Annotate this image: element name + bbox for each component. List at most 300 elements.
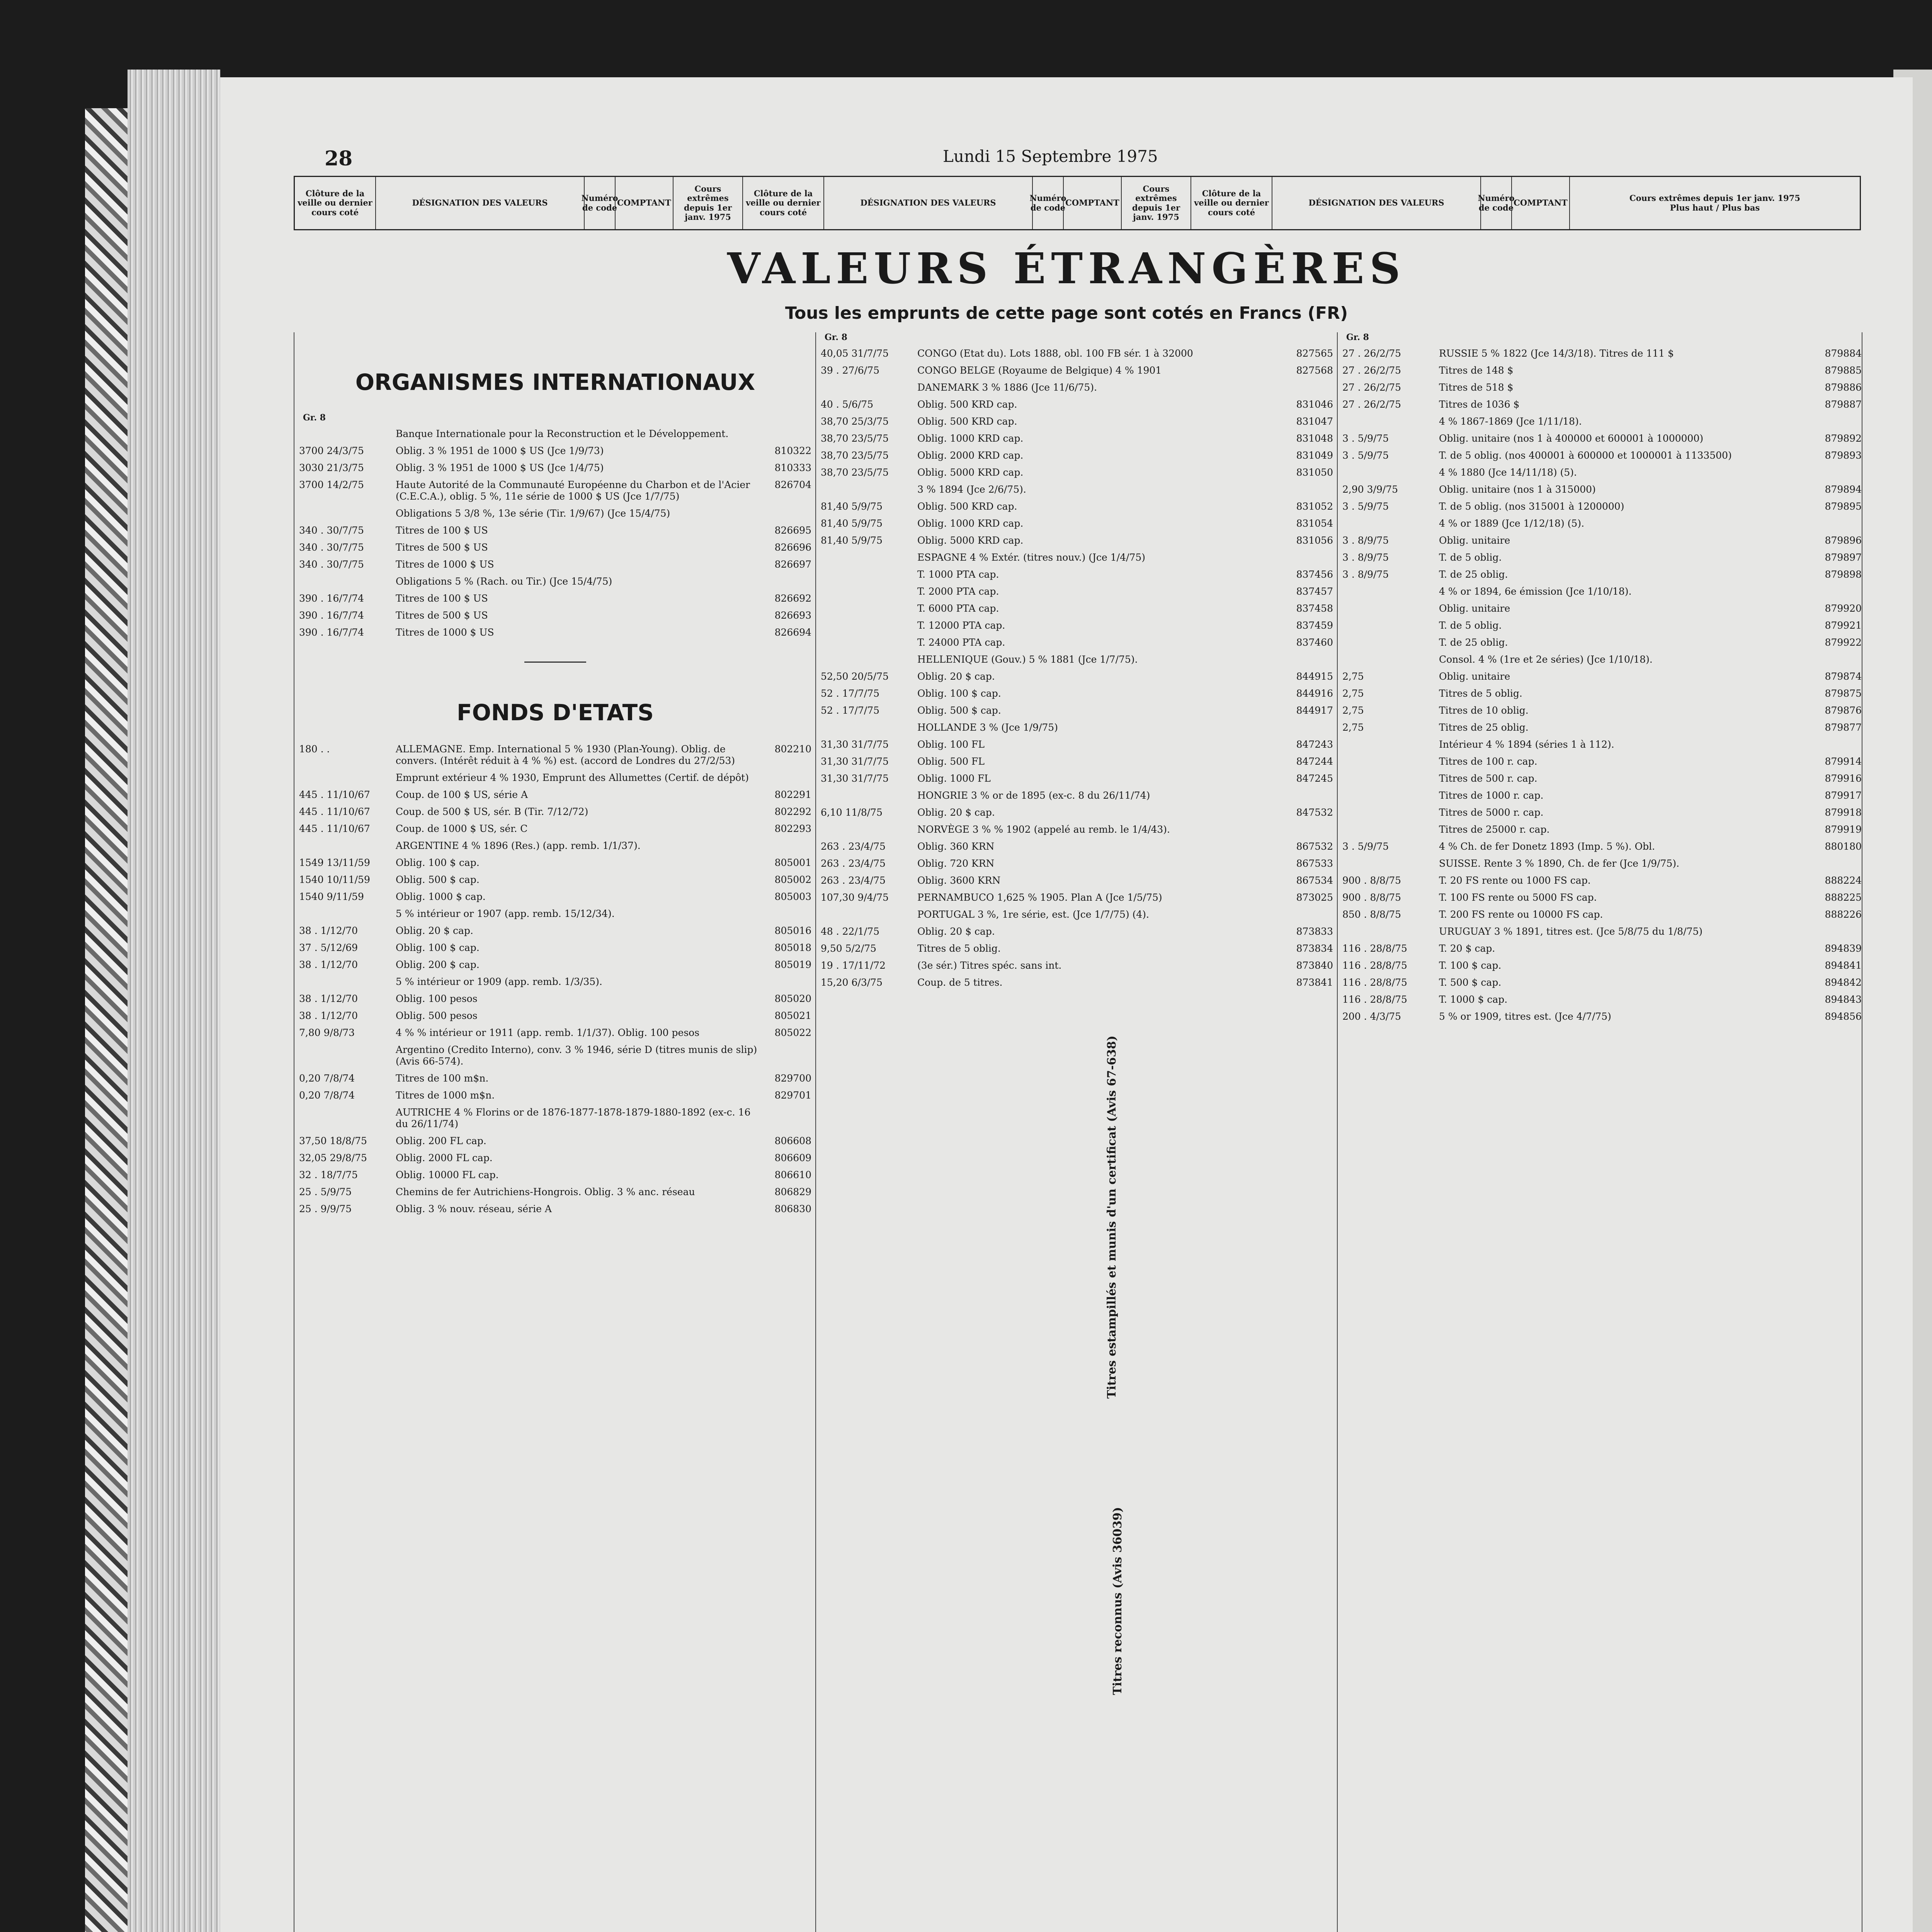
cours-cell: 340 . 30/7/75 xyxy=(299,542,364,553)
designation-cell: ESPAGNE 4 % Extér. (titres nouv.) (Jce 1/4/75) xyxy=(917,552,1146,563)
code-cell: 837457 xyxy=(1296,586,1333,597)
cours-cell: 2,75 xyxy=(1342,722,1364,733)
table-row xyxy=(821,892,1333,903)
table-row xyxy=(299,610,811,621)
table-row xyxy=(1342,467,1862,478)
code-cell: 879886 xyxy=(1825,382,1862,393)
designation-cell: Oblig. 5000 KRD cap. xyxy=(917,535,1024,546)
cours-cell: 2,90 3/9/75 xyxy=(1342,484,1398,495)
code-cell xyxy=(1279,654,1333,665)
table-row xyxy=(821,586,1333,597)
table-row xyxy=(1342,416,1862,427)
cours-cell: 2,75 xyxy=(1342,705,1364,716)
designation-cell: Titres de 148 $ xyxy=(1439,365,1514,376)
designation-cell: Titres de 5 oblig. xyxy=(1439,688,1522,699)
cours-cell xyxy=(299,772,396,784)
designation-cell: Oblig. 500 KRD cap. xyxy=(917,399,1017,410)
cours-cell: 3 . 5/9/75 xyxy=(1342,433,1389,444)
table-row xyxy=(299,1203,811,1215)
designation-cell: Titres de 1000 $ US xyxy=(396,559,494,570)
table-row xyxy=(1342,875,1862,886)
code-cell: 827565 xyxy=(1296,348,1333,359)
designation-cell: Oblig. 3600 KRN xyxy=(917,875,1001,886)
code-cell: 805002 xyxy=(774,874,811,885)
designation-cell: Oblig. 500 $ cap. xyxy=(396,874,480,885)
code-cell: 805020 xyxy=(774,993,811,1004)
code-cell: 810333 xyxy=(774,462,811,474)
cours-cell: 15,20 6/3/75 xyxy=(821,977,883,988)
cours-cell xyxy=(1342,467,1439,478)
cours-cell: 445 . 11/10/67 xyxy=(299,823,370,834)
table-row xyxy=(299,789,811,801)
header-comptant-2: COMPTANT xyxy=(1064,177,1122,229)
designation-cell: T. 200 FS rente ou 10000 FS cap. xyxy=(1439,909,1603,920)
designation-cell: 4 % 1880 (Jce 14/11/18) (5). xyxy=(1439,467,1577,478)
cours-cell: 37,50 18/8/75 xyxy=(299,1135,367,1146)
table-row xyxy=(1342,790,1862,801)
table-row xyxy=(821,705,1333,716)
cours-cell: 52,50 20/5/75 xyxy=(821,671,889,682)
cours-cell: 32 . 18/7/75 xyxy=(299,1169,358,1180)
table-row xyxy=(821,467,1333,478)
cours-cell: 38 . 1/12/70 xyxy=(299,993,358,1004)
cours-cell: 900 . 8/8/75 xyxy=(1342,875,1401,886)
table-row xyxy=(1342,756,1862,767)
table-row xyxy=(1342,773,1862,784)
designation-cell: Titres de 1000 m$n. xyxy=(396,1089,495,1101)
designation-cell: (3e sér.) Titres spéc. sans int. xyxy=(917,960,1062,971)
cours-cell: 263 . 23/4/75 xyxy=(821,841,886,852)
code-cell xyxy=(1279,909,1333,920)
code-cell: 805021 xyxy=(774,1010,811,1021)
designation-cell: Titres de 5000 r. cap. xyxy=(1439,807,1544,818)
designation-cell: Oblig. 500 pesos xyxy=(396,1010,478,1021)
cours-cell: 38,70 23/5/75 xyxy=(821,450,889,461)
cours-cell xyxy=(299,508,396,519)
cours-cell: 38,70 25/3/75 xyxy=(821,416,889,427)
code-cell: 894856 xyxy=(1825,1011,1862,1022)
code-cell: 879877 xyxy=(1825,722,1862,733)
designation-cell: Coup. de 100 $ US, série A xyxy=(396,789,528,800)
cours-cell xyxy=(821,909,917,920)
cours-cell: 31,30 31/7/75 xyxy=(821,739,889,750)
code-cell: 827568 xyxy=(1296,365,1333,376)
cours-cell: 107,30 9/4/75 xyxy=(821,892,889,903)
cours-cell: 6,10 11/8/75 xyxy=(821,807,883,818)
page-title: VALEURS ÉTRANGÈRES xyxy=(727,243,1406,293)
designation-cell: Haute Autorité de la Communauté Européenne du Charbon et de l'Acier (C.E.C.A.), oblig. 5 %, 11e série de 1000 $ US (Jce 1/7/75) xyxy=(396,479,750,502)
cours-cell xyxy=(821,637,917,648)
code-cell: 806608 xyxy=(774,1135,811,1146)
code-cell: 847532 xyxy=(1296,807,1333,818)
cours-cell: 263 . 23/4/75 xyxy=(821,875,886,886)
code-cell: 879875 xyxy=(1825,688,1862,699)
cours-cell xyxy=(299,1107,396,1130)
code-cell: 894839 xyxy=(1825,943,1862,954)
cours-cell xyxy=(821,824,917,835)
group-label: Gr. 8 xyxy=(825,332,847,342)
code-cell: 837456 xyxy=(1296,569,1333,580)
table-row xyxy=(1342,450,1862,461)
cours-cell: 445 . 11/10/67 xyxy=(299,789,370,800)
table-row xyxy=(299,743,811,767)
table-row xyxy=(299,1090,811,1101)
table-row xyxy=(1342,637,1862,648)
table-row xyxy=(1342,382,1862,393)
code-cell xyxy=(1808,586,1862,597)
designation-cell: Argentino (Credito Interno), conv. 3 % 1946, série D (titres munis de slip) (Avis 66-574). xyxy=(396,1044,757,1067)
table-row xyxy=(299,576,811,587)
header-numero-3: Numéro de code xyxy=(1481,177,1512,229)
col1-rows xyxy=(299,428,811,638)
cours-cell xyxy=(1342,858,1439,869)
designation-cell: Titres de 518 $ xyxy=(1439,382,1514,393)
cours-cell: 27 . 26/2/75 xyxy=(1342,382,1401,393)
code-cell xyxy=(1808,654,1862,665)
code-cell: 831052 xyxy=(1296,501,1333,512)
cours-cell: 40,05 31/7/75 xyxy=(821,348,889,359)
table-row xyxy=(821,926,1333,937)
running-head: Lundi 15 Septembre 1975 xyxy=(943,147,1158,166)
cours-cell xyxy=(821,620,917,631)
code-cell: 844916 xyxy=(1296,688,1333,699)
cours-cell: 390 . 16/7/74 xyxy=(299,593,364,604)
table-row xyxy=(821,739,1333,750)
designation-cell: AUTRICHE 4 % Florins or de 1876-1877-1878-1879-1880-1892 (ex-c. 16 du 26/11/74) xyxy=(396,1106,751,1129)
table-row xyxy=(821,620,1333,631)
table-row xyxy=(821,807,1333,818)
cours-cell xyxy=(1342,603,1439,614)
header-extremes-2: Cours extrêmes depuis 1er janv. 1975 xyxy=(1122,177,1191,229)
code-cell: 837459 xyxy=(1296,620,1333,631)
code-cell: 879921 xyxy=(1825,620,1862,631)
table-row xyxy=(299,1107,811,1130)
table-row xyxy=(1342,994,1862,1005)
cours-cell xyxy=(1342,586,1439,597)
cours-cell: 81,40 5/9/75 xyxy=(821,518,883,529)
code-cell xyxy=(757,840,811,852)
table-row xyxy=(299,891,811,903)
designation-cell: T. 20 FS rente ou 1000 FS cap. xyxy=(1439,875,1591,886)
designation-cell: NORVÈGE 3 % % 1902 (appelé au remb. le 1/4/43). xyxy=(917,824,1170,835)
table-row xyxy=(821,569,1333,580)
code-cell: 831046 xyxy=(1296,399,1333,410)
table-row xyxy=(1342,501,1862,512)
code-cell: 826692 xyxy=(774,593,811,604)
column-1 xyxy=(294,332,811,1932)
code-cell: 829701 xyxy=(774,1089,811,1101)
table-row xyxy=(299,428,811,440)
cours-cell xyxy=(1342,518,1439,529)
cours-cell: 38 . 1/12/70 xyxy=(299,925,358,936)
code-cell xyxy=(1808,518,1862,529)
designation-cell: Oblig. 500 $ cap. xyxy=(917,705,1001,716)
code-cell xyxy=(1279,722,1333,733)
cours-cell xyxy=(821,552,917,563)
code-cell xyxy=(757,576,811,587)
designation-cell: 4 % % intérieur or 1911 (app. remb. 1/1/37). Oblig. 100 pesos xyxy=(396,1027,700,1038)
code-cell: 879918 xyxy=(1825,807,1862,818)
book-spine xyxy=(85,108,128,1932)
designation-cell: DANEMARK 3 % 1886 (Jce 11/6/75). xyxy=(917,382,1097,393)
cours-cell: 38 . 1/12/70 xyxy=(299,959,358,970)
table-row xyxy=(299,806,811,818)
table-row xyxy=(299,1073,811,1084)
code-cell: 844915 xyxy=(1296,671,1333,682)
code-cell: 879893 xyxy=(1825,450,1862,461)
code-cell xyxy=(757,508,811,519)
code-cell: 879885 xyxy=(1825,365,1862,376)
cours-cell: 81,40 5/9/75 xyxy=(821,501,883,512)
cours-cell: 3 . 5/9/75 xyxy=(1342,450,1389,461)
table-row xyxy=(821,365,1333,376)
table-row xyxy=(1342,535,1862,546)
designation-cell: T. 100 $ cap. xyxy=(1439,960,1502,971)
table-row xyxy=(299,874,811,886)
col2-rows xyxy=(821,348,1333,988)
table-row xyxy=(299,593,811,604)
code-cell xyxy=(757,772,811,784)
cours-cell: 263 . 23/4/75 xyxy=(821,858,886,869)
header-cloture-2: Clôture de la veille ou dernier cours coté xyxy=(743,177,824,229)
code-cell: 888226 xyxy=(1825,909,1862,920)
table-row xyxy=(821,824,1333,835)
header-plus-bas: Plus bas xyxy=(1722,202,1760,213)
column-3 xyxy=(1337,332,1862,1932)
table-row xyxy=(1342,807,1862,818)
designation-cell: Oblig. 1000 KRD cap. xyxy=(917,433,1024,444)
table-row xyxy=(299,823,811,835)
code-cell xyxy=(1808,926,1862,937)
code-cell: 879896 xyxy=(1825,535,1862,546)
table-row xyxy=(821,722,1333,733)
cours-cell: 7,80 9/8/73 xyxy=(299,1027,355,1038)
column-header xyxy=(294,176,1861,230)
cours-cell: 40 . 5/6/75 xyxy=(821,399,874,410)
code-cell xyxy=(757,976,811,988)
table-row xyxy=(299,1186,811,1198)
designation-cell: Oblig. 100 $ cap. xyxy=(396,942,480,953)
designation-cell: RUSSIE 5 % 1822 (Jce 14/3/18). Titres de 111 $ xyxy=(1439,348,1674,359)
code-cell: 810322 xyxy=(774,445,811,457)
code-cell xyxy=(1279,824,1333,835)
code-cell: 831050 xyxy=(1296,467,1333,478)
cours-cell: 200 . 4/3/75 xyxy=(1342,1011,1401,1022)
code-cell: 879884 xyxy=(1825,348,1862,359)
table-row xyxy=(821,433,1333,444)
table-row xyxy=(299,445,811,457)
designation-cell: CONGO BELGE (Royaume de Belgique) 4 % 1901 xyxy=(917,365,1162,376)
cours-cell: 27 . 26/2/75 xyxy=(1342,399,1401,410)
code-cell xyxy=(757,428,811,440)
designation-cell: T. 1000 PTA cap. xyxy=(917,569,999,580)
designation-cell: T. 20 $ cap. xyxy=(1439,943,1495,954)
designation-cell: Oblig. 2000 FL cap. xyxy=(396,1152,493,1163)
side-label-norvege: Titres reconnus (Avis 36039) xyxy=(1111,1507,1124,1695)
table-row xyxy=(299,840,811,852)
code-cell xyxy=(1808,858,1862,869)
code-cell xyxy=(1279,484,1333,495)
code-cell: 826696 xyxy=(774,542,811,553)
code-cell: 867533 xyxy=(1296,858,1333,869)
column-2 xyxy=(815,332,1333,1932)
table-row xyxy=(299,1027,811,1039)
code-cell: 879914 xyxy=(1825,756,1862,767)
code-cell: 879876 xyxy=(1825,705,1862,716)
cours-cell xyxy=(1342,824,1439,835)
table-row xyxy=(299,479,811,502)
table-row xyxy=(299,525,811,536)
section-fonds-etats: FONDS D'ETATS xyxy=(457,699,654,726)
header-plus-haut: Plus haut xyxy=(1670,202,1713,213)
cours-cell xyxy=(1342,620,1439,631)
code-cell: 879895 xyxy=(1825,501,1862,512)
designation-cell: Titres de 500 $ US xyxy=(396,542,488,553)
cours-cell: 116 . 28/8/75 xyxy=(1342,960,1407,971)
table-row xyxy=(1342,841,1862,852)
table-row xyxy=(299,627,811,638)
code-cell xyxy=(1279,382,1333,393)
table-row xyxy=(299,772,811,784)
designation-cell: Oblig. 20 $ cap. xyxy=(396,925,473,936)
designation-cell: HELLENIQUE (Gouv.) 5 % 1881 (Jce 1/7/75). xyxy=(917,654,1138,665)
designation-cell: T. 12000 PTA cap. xyxy=(917,620,1005,631)
table-row xyxy=(1342,603,1862,614)
side-label-grece: Titres estampillés et munis d'un certificat (Avis 67-638) xyxy=(1105,1036,1119,1399)
cours-cell: 340 . 30/7/75 xyxy=(299,525,364,536)
code-cell: 879919 xyxy=(1825,824,1862,835)
cours-cell xyxy=(821,790,917,801)
cours-cell: 340 . 30/7/75 xyxy=(299,559,364,570)
divider xyxy=(524,662,586,663)
designation-cell: T. 100 FS rente ou 5000 FS cap. xyxy=(1439,892,1597,903)
page-number: 28 xyxy=(325,147,353,170)
table-row xyxy=(821,841,1333,852)
designation-cell: 5 % intérieur or 1907 (app. remb. 15/12/34). xyxy=(396,908,615,919)
cours-cell: 116 . 28/8/75 xyxy=(1342,994,1407,1005)
designation-cell: 4 % or 1889 (Jce 1/12/18) (5). xyxy=(1439,518,1585,529)
designation-cell: Oblig. 3 % nouv. réseau, série A xyxy=(396,1203,552,1214)
table-row xyxy=(821,637,1333,648)
designation-cell: T. 500 $ cap. xyxy=(1439,977,1502,988)
code-cell: 802210 xyxy=(774,743,811,755)
cours-cell xyxy=(821,603,917,614)
cours-cell: 52 . 17/7/75 xyxy=(821,705,880,716)
designation-cell: Oblig. 200 FL cap. xyxy=(396,1135,486,1146)
designation-cell: Obligations 5 % (Rach. ou Tir.) (Jce 15/4/75) xyxy=(396,576,612,587)
designation-cell: T. de 5 oblig. xyxy=(1439,620,1502,631)
designation-cell: Consol. 4 % (1re et 2e séries) (Jce 1/10/18). xyxy=(1439,654,1653,665)
table-row xyxy=(821,943,1333,954)
table-row xyxy=(299,993,811,1005)
code-cell: 879898 xyxy=(1825,569,1862,580)
page-subtitle: Tous les emprunts de cette page sont cotés en Francs (FR) xyxy=(785,303,1348,323)
designation-cell: Oblig. unitaire xyxy=(1439,671,1510,682)
designation-cell: Oblig. 100 $ cap. xyxy=(396,857,480,868)
table-row xyxy=(821,960,1333,971)
cours-cell: 81,40 5/9/75 xyxy=(821,535,883,546)
header-designation-2: DÉSIGNATION DES VALEURS xyxy=(824,177,1033,229)
table-row xyxy=(821,603,1333,614)
table-row xyxy=(299,462,811,474)
cours-cell: 390 . 16/7/74 xyxy=(299,610,364,621)
cours-cell: 31,30 31/7/75 xyxy=(821,756,889,767)
code-cell: 894841 xyxy=(1825,960,1862,971)
table-row xyxy=(821,535,1333,546)
designation-cell: Titres de 500 r. cap. xyxy=(1439,773,1537,784)
code-cell: 873025 xyxy=(1296,892,1333,903)
table-row xyxy=(299,1152,811,1164)
designation-cell: PORTUGAL 3 %, 1re série, est. (Jce 1/7/75) (4). xyxy=(917,909,1149,920)
designation-cell: Titres de 5 oblig. xyxy=(917,943,1001,954)
table-row xyxy=(1342,909,1862,920)
code-cell: 873841 xyxy=(1296,977,1333,988)
table-row xyxy=(299,1044,811,1067)
code-cell: 829700 xyxy=(774,1072,811,1084)
cours-cell: 39 . 27/6/75 xyxy=(821,365,880,376)
cours-cell: 390 . 16/7/74 xyxy=(299,627,364,638)
cours-cell xyxy=(821,654,917,665)
group-label: Gr. 8 xyxy=(1346,332,1369,342)
cours-cell: 3 . 8/9/75 xyxy=(1342,569,1389,580)
header-designation-3: DÉSIGNATION DES VALEURS xyxy=(1272,177,1481,229)
cours-cell: 3 . 5/9/75 xyxy=(1342,841,1389,852)
cours-cell: 180 . . xyxy=(299,743,330,755)
table-row xyxy=(1342,399,1862,410)
table-row xyxy=(1342,484,1862,495)
designation-cell: Oblig. unitaire (nos 1 à 315000) xyxy=(1439,484,1596,495)
designation-cell: Oblig. 500 FL xyxy=(917,756,985,767)
designation-cell: SUISSE. Rente 3 % 1890, Ch. de fer (Jce 1/9/75). xyxy=(1439,858,1680,869)
code-cell: 879922 xyxy=(1825,637,1862,648)
designation-cell: Titres de 25000 r. cap. xyxy=(1439,824,1550,835)
cours-cell: 2,75 xyxy=(1342,688,1364,699)
cours-cell: 3700 24/3/75 xyxy=(299,445,364,457)
table-row xyxy=(821,416,1333,427)
table-row xyxy=(1342,348,1862,359)
table-row xyxy=(1342,977,1862,988)
code-cell: 826694 xyxy=(774,627,811,638)
designation-cell: CONGO (Etat du). Lots 1888, obl. 100 FB sér. 1 à 32000 xyxy=(917,348,1193,359)
cours-cell xyxy=(821,382,917,393)
page-edges xyxy=(128,70,220,1932)
cours-cell: 19 . 17/11/72 xyxy=(821,960,886,971)
designation-cell: Titres de 100 $ US xyxy=(396,525,488,536)
code-cell: 831056 xyxy=(1296,535,1333,546)
cours-cell: 3700 14/2/75 xyxy=(299,479,364,491)
header-extremes: Cours extrêmes depuis 1er janv. 1975 xyxy=(673,177,743,229)
cours-cell xyxy=(1342,773,1439,784)
designation-cell: Coup. de 1000 $ US, sér. C xyxy=(396,823,528,834)
cours-cell: 27 . 26/2/75 xyxy=(1342,365,1401,376)
page xyxy=(220,77,1913,1932)
code-cell: 805016 xyxy=(774,925,811,936)
designation-cell: Titres de 1000 r. cap. xyxy=(1439,790,1544,801)
code-cell xyxy=(757,1107,811,1130)
header-extremes-3-label: Cours extrêmes depuis 1er janv. 1975 xyxy=(1629,193,1800,203)
code-cell: 879894 xyxy=(1825,484,1862,495)
cours-cell xyxy=(299,840,396,852)
designation-cell: Coup. de 5 titres. xyxy=(917,977,1003,988)
table-row xyxy=(1342,858,1862,869)
code-cell: 873833 xyxy=(1296,926,1333,937)
header-designation: DÉSIGNATION DES VALEURS xyxy=(376,177,585,229)
table-row xyxy=(821,552,1333,563)
code-cell: 888225 xyxy=(1825,892,1862,903)
table-row xyxy=(1342,586,1862,597)
designation-cell: Obligations 5 3/8 %, 13e série (Tir. 1/9/67) (Jce 15/4/75) xyxy=(396,508,670,519)
designation-cell: HONGRIE 3 % or de 1895 (ex-c. 8 du 26/11/74) xyxy=(917,790,1150,801)
